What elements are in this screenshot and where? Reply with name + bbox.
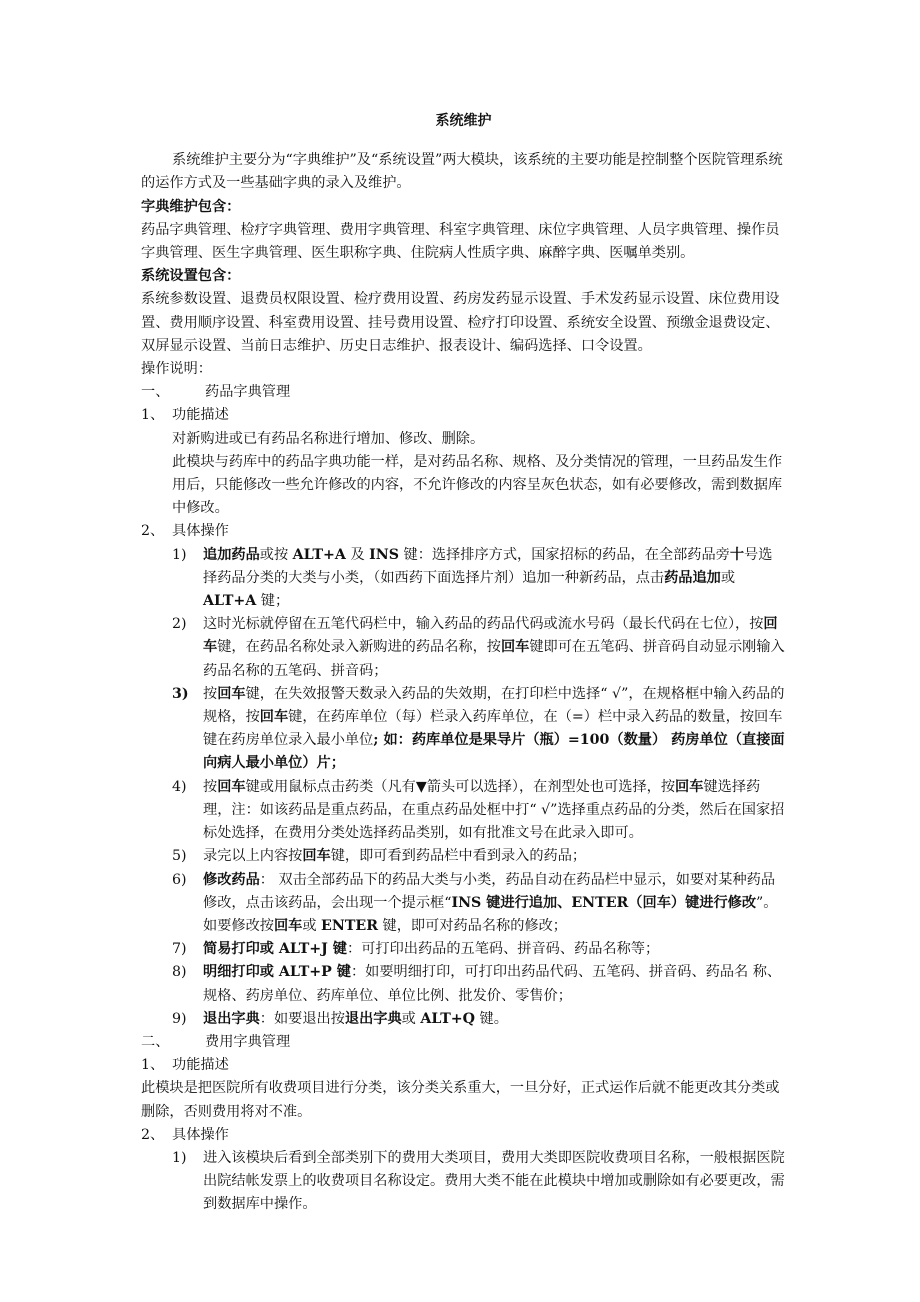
settings-body: 系统参数设置、退费员权限设置、检疗费用设置、药房发药显示设置、手术发药显示设置、床位费用设置、费用顺序设置、科室费用设置、挂号费用设置、检疗打印设置、系统安全设置、预缴金退费设定、双屏显示设置、当前日志维护、历史日志维护、报表设计、编码选择、口令设置。 [141,291,780,354]
step-number: 4) [172,778,187,795]
step-number: 8) [172,964,187,981]
step-number: 5) [172,848,187,865]
intro-paragraph: 系统维护主要分为“字典维护”及“系统设置”两大模块，该系统的主要功能是控制整个医院管理系统的运作方式及一些基础字典的录入及维护。 [141,152,783,192]
step-bold-segment: 回车 [500,639,530,656]
step-bold-segment: 十 [729,546,745,563]
step-text-segment: 或 [401,1010,421,1027]
step-text-segment: 键，在失效报警天数录入药品的失效期，在打印栏中选择“ √”，在规格框中输入药品的规格，按 [203,685,785,726]
step-text-segment: 键。 [475,1010,508,1027]
step-text-segment: 键，在药品名称处录入新购进的药品名称，按 [217,639,501,656]
section2-ops-title: 具体操作 [172,1126,229,1143]
step-text-segment: ：如要明细打印，可打印出药品代码、五笔码、拼音码、药品名 称、规格、药房单位、药库单位、单位比例、批发价、零售价； [203,964,782,1004]
step-item [172,613,786,683]
step-text [203,869,786,939]
step-item [172,1147,786,1217]
step-text-segment: 录完以上内容按 [203,848,303,865]
section1-steps [141,544,786,1031]
step-text [203,961,786,1007]
section1-ops-title: 具体操作 [172,523,229,540]
step-item [172,869,786,939]
step-item [172,544,786,614]
step-text [203,776,786,846]
step-text-segment: 这时光标就停留在五笔代码栏中，输入药品的药品代码或流水号码（最长代码在七位），按 [203,616,764,633]
step-text [203,938,786,961]
step-text [203,544,786,614]
step-number: 9) [172,1010,187,1027]
step-text-segment: 进入该模块后看到全部类别下的费用大类项目，费用大类即医院收费项目名称，一般根据医院出院结帐发票上的收费项目名称设定。费用大类不能在此模块中增加或删除如有必要更改，需到数据库中操作。 [203,1149,785,1213]
section1-func-num: 1、 [141,407,165,424]
step-item [172,961,786,1007]
step-text-segment: 按 [203,778,218,795]
section2-func-p: 此模块是把医院所有收费项目进行分类，该分类关系重大，一旦分好，正式运作后就不能更改其分类或删除，否则费用将对不准。 [141,1080,780,1120]
step-text-segment: 键； [256,593,290,610]
section1-func-heading [141,404,786,427]
step-text-segment: ： 双击全部药品下的药品大类与小类，药品自动在药品栏中显示，如要对某种药品修改，点击该药品，会出现一个提示框“ [203,871,776,911]
settings-heading: 系统设置包含： [141,268,241,285]
step-bold-segment: 简易打印或 ALT+J 键 [203,941,347,958]
step-number: 2) [172,616,187,633]
step-text-segment: 或 [302,917,322,934]
step-text [203,683,786,776]
step-number: 1) [172,1149,187,1166]
step-bold-segment: INS [369,546,400,563]
step-text-segment: 键选择药理，注：如该药品是重点药品，在重点药品处框中打“ √”选择重点药品的分类，然后在国家招标处选择，在费用分类处选择药品类别，如有批准文号在此录入即可。 [203,778,785,842]
step-bold-segment: 回车 [302,848,331,865]
ops-label: 操作说明： [141,361,212,378]
section2-heading [141,1031,786,1054]
step-bold-segment: 退出字典 [344,1010,402,1027]
step-number: 7) [172,941,187,958]
page-title: 系统维护 [435,113,492,129]
step-text-segment: 键，即可看到药品栏中看到录入的药品； [330,848,587,865]
step-text [203,845,786,868]
section1-func-p1: 对新购进或已有药品名称进行增加、修改、删除。 [172,430,485,447]
step-text-segment: 键，即可对药品名称的修改； [378,917,567,934]
step-text-segment: 或 [720,569,736,586]
step-text-segment: 键即可在五笔码、拼音码自动显示刚输入药品名称的五笔码、拼音码； [203,639,785,679]
step-item [172,1008,786,1031]
step-text-segment: 按 [203,685,218,702]
step-bold-segment: 药品追加 [664,569,721,586]
section1-ops-num: 2、 [141,523,165,540]
step-item [172,776,786,846]
step-bold-segment: ALT+A [203,593,257,610]
section2-title: 费用字典管理 [205,1033,291,1050]
dict-heading: 字典维护包含： [141,198,241,215]
step-text [203,1147,786,1217]
step-text-segment: ”。如要修改按 [203,894,778,934]
step-bold-segment: 回车 [217,778,246,795]
step-text [203,613,786,683]
section2-num: 二、 [141,1033,170,1050]
step-text-segment: ：如要退出按 [259,1010,345,1027]
section1-func-title: 功能描述 [172,407,229,424]
step-bold-segment: 退出字典 [203,1010,260,1027]
step-bold-segment: 追加药品 [203,546,260,563]
step-item [172,845,786,868]
document-page [141,110,786,1217]
step-number: 1) [172,546,187,563]
step-bold-segment: 回车 [675,778,704,795]
step-bold-segment: 回车 [217,685,246,702]
section1-ops-heading [141,520,786,543]
step-bold-segment: 修改药品 [203,871,260,888]
step-bold-segment: 回车 [203,616,778,656]
step-number: 3) [172,685,189,702]
step-text [203,1008,786,1031]
section1-func-p2: 此模块与药库中的药品字典功能一样，是对药品名称、规格、及分类情况的管理，一旦药品发生作用后，只能修改一些允许修改的内容，不允许修改的内容呈灰色状态，如有必要修改，需到数据库中修改。 [172,453,783,517]
step-bold-segment: INS 键进行追加、ENTER（回车）键进行修改 [451,894,757,911]
dict-body: 药品字典管理、检疗字典管理、费用字典管理、科室字典管理、床位字典管理、人员字典管理、操作员字典管理、医生字典管理、医生职称字典、住院病人性质字典、麻醉字典、医嘱单类别。 [141,221,780,262]
section1-title: 药品字典管理 [205,384,291,401]
section2-func-title: 功能描述 [172,1057,229,1074]
section1-heading [141,381,786,404]
step-bold-segment: ; 如：药库单位是果导片（瓶）=100（数量） 药房单位（直接面向病人最小单位）片； [203,732,785,772]
step-bold-segment: ENTER [321,917,378,934]
section2-func-heading [141,1054,786,1077]
step-text-segment: 及 [345,546,370,563]
step-text-segment: 键，在药库单位（每）栏录入药库单位，在（=）栏中录入药品的数量，按回车键在药房单位录入最小单位 [203,709,783,749]
section2-ops-num: 2、 [141,1126,165,1143]
step-bold-segment: 明细打印或 ALT+P 键 [203,964,351,981]
section1-num: 一、 [141,384,170,401]
step-text-segment: 键：选择排序方式，国家招标的药品，在全部药品旁 [399,546,730,563]
section2-ops-heading [141,1124,786,1147]
step-number: 6) [172,871,187,888]
step-bold-segment: 回车 [259,709,289,726]
step-text-segment: 或按 [259,546,293,563]
section2-steps [141,1147,786,1217]
step-bold-segment: ALT+Q [420,1010,476,1027]
step-text-segment: 号选择药品分类的大类与小类，（如西药下面选择片剂）追加一种新药品，点击 [203,546,773,586]
step-item [172,683,786,776]
section2-func-num: 1、 [141,1057,165,1074]
step-item [172,938,786,961]
step-text-segment: 键或用鼠标点击药类（凡有▼箭头可以选择），在剂型处也可选择，按 [245,778,676,795]
step-text-segment: ：可打印出药品的五笔码、拼音码、药品名称等； [347,941,660,958]
step-bold-segment: ALT+A [292,546,346,563]
step-bold-segment: 回车 [273,917,303,934]
